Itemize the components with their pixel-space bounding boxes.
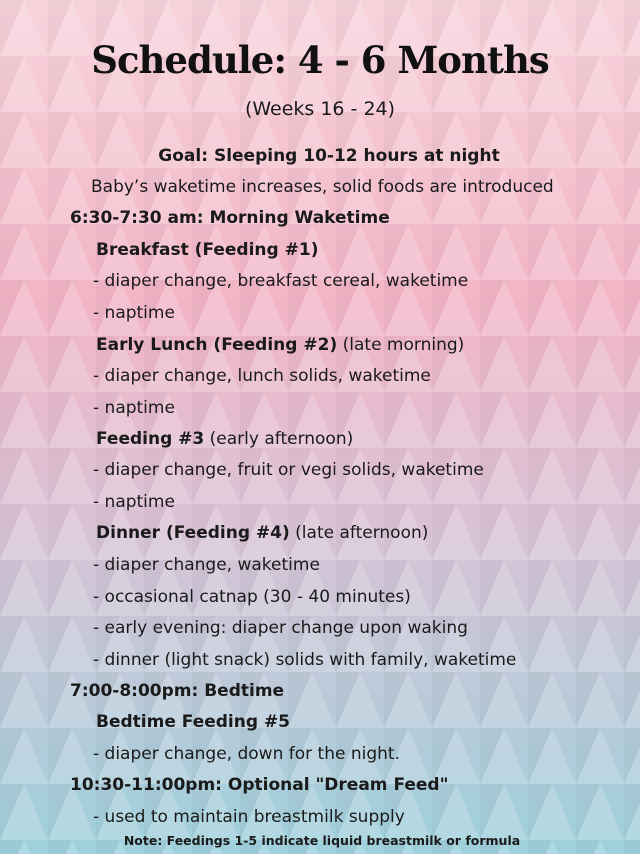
time-heading-morning: 6:30-7:30 am: Morning Waketime bbox=[70, 208, 390, 228]
time-heading-dream-feed: 10:30-11:00pm: Optional "Dream Feed" bbox=[70, 775, 449, 795]
schedule-item: - early evening: diaper change upon waking bbox=[93, 618, 468, 638]
footnote: Note: Feedings 1-5 indicate liquid breastmilk or formula bbox=[123, 833, 521, 848]
feeding-heading bbox=[96, 240, 318, 260]
feeding-label: Breakfast (Feeding #1) bbox=[96, 240, 319, 260]
schedule-item: - diaper change, breakfast cereal, waketime bbox=[93, 271, 469, 291]
schedule-item: - diaper change, lunch solids, waketime bbox=[93, 366, 431, 386]
feeding-label: Feeding #3 bbox=[96, 429, 205, 449]
schedule-item: - diaper change, down for the night. bbox=[93, 744, 400, 764]
feeding-heading bbox=[96, 712, 290, 732]
feeding-label: Bedtime Feeding #5 bbox=[96, 712, 291, 732]
feeding-heading bbox=[96, 335, 464, 355]
feeding-note: (late morning) bbox=[342, 335, 465, 355]
schedule-item: - naptime bbox=[93, 398, 175, 418]
feeding-label: Early Lunch (Feeding #2) bbox=[96, 335, 338, 355]
feeding-heading bbox=[96, 429, 353, 449]
page-title: Schedule: 4 - 6 Months bbox=[91, 38, 549, 82]
feeding-note: (late afternoon) bbox=[295, 523, 429, 543]
schedule-item: - dinner (light snack) solids with family, waketime bbox=[93, 650, 517, 670]
schedule-item: - diaper change, waketime bbox=[93, 555, 320, 575]
subtitle: (Weeks 16 - 24) bbox=[244, 98, 396, 120]
schedule-item: - naptime bbox=[93, 492, 175, 512]
time-heading-bedtime: 7:00-8:00pm: Bedtime bbox=[70, 681, 285, 701]
schedule-item: - used to maintain breastmilk supply bbox=[93, 807, 405, 827]
feeding-note: (early afternoon) bbox=[209, 429, 354, 449]
feeding-label: Dinner (Feeding #4) bbox=[96, 523, 290, 543]
intro-text: Baby’s waketime increases, solid foods are introduced bbox=[91, 177, 554, 197]
feeding-heading bbox=[96, 523, 428, 543]
schedule-item: - occasional catnap (30 - 40 minutes) bbox=[93, 587, 411, 607]
schedule-item: - naptime bbox=[93, 303, 175, 323]
goal-heading: Goal: Sleeping 10-12 hours at night bbox=[158, 146, 500, 166]
schedule-item: - diaper change, fruit or vegi solids, waketime bbox=[93, 460, 484, 480]
